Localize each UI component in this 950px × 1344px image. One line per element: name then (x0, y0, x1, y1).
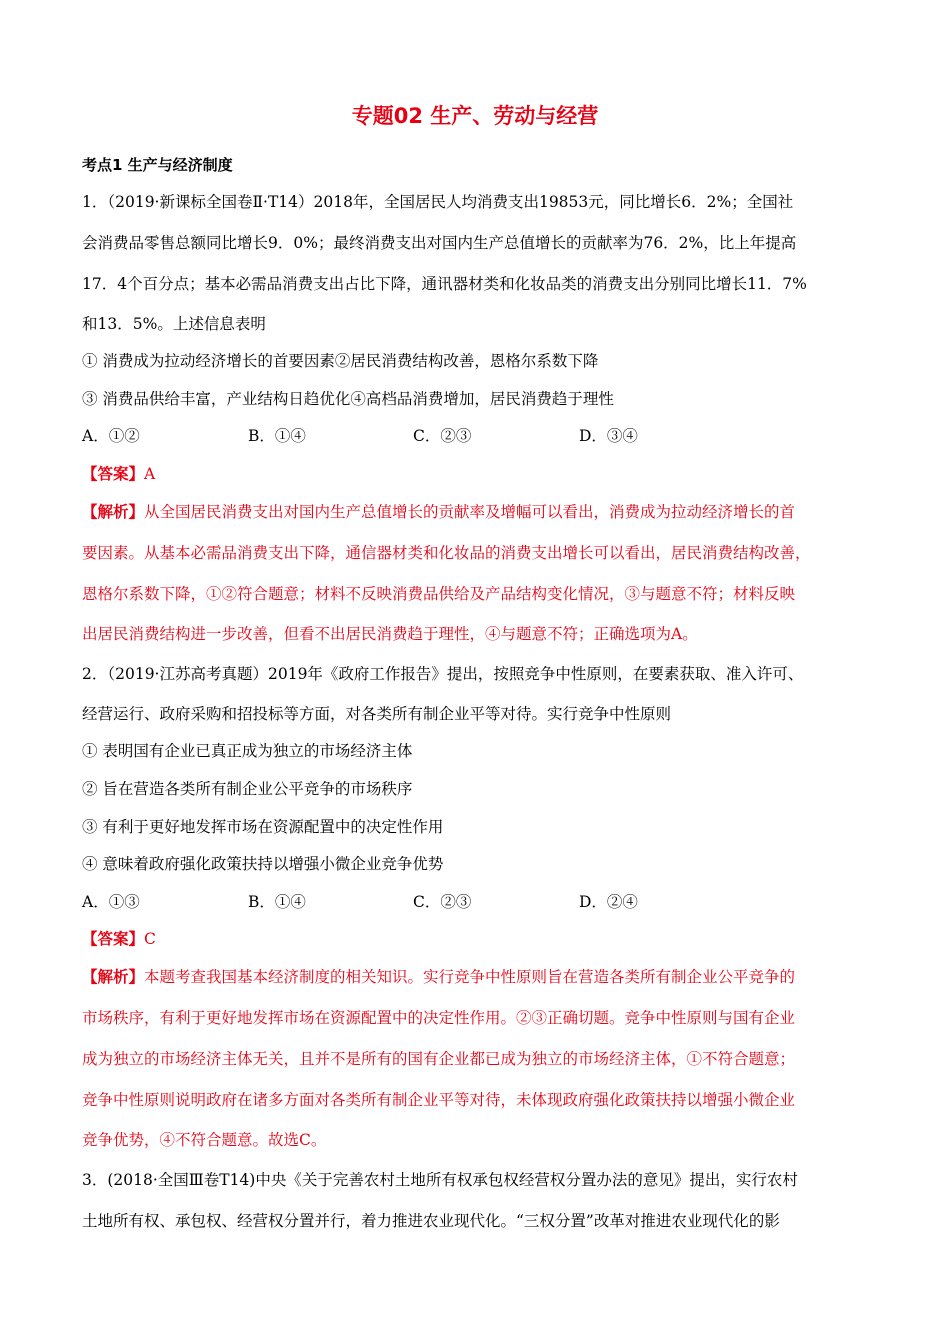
q1-line-3: 17．4个百分点；基本必需品消费支出占比下降，通讯器材类和化妆品类的消费支出分别同比增长11．7% (82, 275, 807, 293)
q1-analysis-line-3: 恩格尔系数下降，①②符合题意；材料不反映消费品供给及产品结构变化情况，③与题意不符；材料反映 (82, 585, 796, 603)
q2-analysis-text-1: 本题考查我国基本经济制度的相关知识。实行竞争中性原则旨在营造各类所有制企业公平竞争的 (144, 968, 796, 986)
q2-analysis-line-1 (82, 966, 872, 988)
q2-analysis-label: 【解析】 (82, 967, 145, 986)
q1-option-c: C．②③ (413, 427, 472, 445)
q1-option-a: A．①② (82, 427, 140, 445)
q2-option-a: A．①③ (82, 893, 140, 911)
q1-line-2: 会消费品零售总额同比增长9．0%；最终消费支出对国内生产总值增长的贡献率为76．2%，比上年提高 (82, 234, 797, 252)
q2-line-1: 2．（2019·江苏高考真题）2019年《政府工作报告》提出，按照竞争中性原则，在要素获取、准入许可、 (82, 665, 804, 683)
q2-option-d: D．②④ (579, 893, 638, 911)
q1-analysis-label: 【解析】 (82, 502, 145, 521)
q2-analysis-line-3: 成为独立的市场经济主体无关，且并不是所有的国有企业都已成为独立的市场经济主体，①不符合题意； (82, 1050, 796, 1068)
q2-analysis-line-4: 竞争中性原则说明政府在诸多方面对各类所有制企业平等对待，未体现政府强化政策扶持以增强小微企业 (82, 1091, 796, 1109)
q2-analysis-line-2: 市场秩序，有利于更好地发挥市场在资源配置中的决定性作用。②③正确切题。竞争中性原则与国有企业 (82, 1009, 796, 1027)
q2-choice-line-4: ④ 意味着政府强化政策扶持以增强小微企业竞争优势 (82, 855, 444, 873)
q3-line-2: 土地所有权、承包权、经营权分置并行，着力推进农业现代化。“三权分置”改革对推进农业现代化的影 (82, 1212, 780, 1230)
q2-choice-line-3: ③ 有利于更好地发挥市场在资源配置中的决定性作用 (82, 818, 444, 836)
q1-analysis-line-4: 出居民消费结构进一步改善，但看不出居民消费趋于理性，④与题意不符；正确选项为A。 (82, 625, 698, 643)
q1-choice-line-2: ③ 消费品供给丰富，产业结构日趋优化④高档品消费增加，居民消费趋于理性 (82, 390, 614, 408)
q1-analysis-text-1: 从全国居民消费支出对国内生产总值增长的贡献率及增幅可以看出，消费成为拉动经济增长的首 (144, 503, 796, 521)
q2-option-b: B．①④ (248, 893, 306, 911)
q1-answer-label: 【答案】 (82, 464, 145, 483)
q2-answer (82, 928, 872, 950)
q1-answer-value: A (144, 465, 156, 483)
q2-answer-value: C (144, 930, 156, 948)
q2-line-2: 经营运行、政府采购和招投标等方面，对各类所有制企业平等对待。实行竞争中性原则 (82, 705, 672, 723)
q1-line-4: 和13．5%。上述信息表明 (82, 315, 266, 333)
q2-answer-label: 【答案】 (82, 929, 145, 948)
q1-line-1: 1．（2019·新课标全国卷Ⅱ·T14）2018年，全国居民人均消费支出19853元，同比增长6．2%；全国社 (82, 193, 794, 211)
page-title: 专题02 生产、劳动与经营 (351, 104, 599, 128)
q1-choice-line-1: ① 消费成为拉动经济增长的首要因素②居民消费结构改善，恩格尔系数下降 (82, 352, 599, 370)
q1-answer (82, 463, 872, 485)
q1-analysis-line-1 (82, 501, 872, 523)
q1-option-d: D．③④ (579, 427, 638, 445)
q2-choice-line-1: ① 表明国有企业已真正成为独立的市场经济主体 (82, 742, 413, 760)
q2-option-c: C．②③ (413, 893, 472, 911)
q2-choice-line-2: ② 旨在营造各类所有制企业公平竞争的市场秩序 (82, 780, 413, 798)
q1-option-b: B．①④ (248, 427, 306, 445)
q2-analysis-line-5: 竞争优势，④不符合题意。故选C。 (82, 1131, 327, 1149)
q3-line-1: 3．(2018·全国Ⅲ卷T14)中央《关于完善农村土地所有权承包权经营权分置办法的意见》提出，实行农村 (82, 1171, 798, 1189)
q1-analysis-line-2: 要因素。从基本必需品消费支出下降，通信器材类和化妆品的消费支出增长可以看出，居民消费结构改善， (82, 544, 811, 562)
section-heading: 考点1 生产与经济制度 (82, 156, 233, 174)
